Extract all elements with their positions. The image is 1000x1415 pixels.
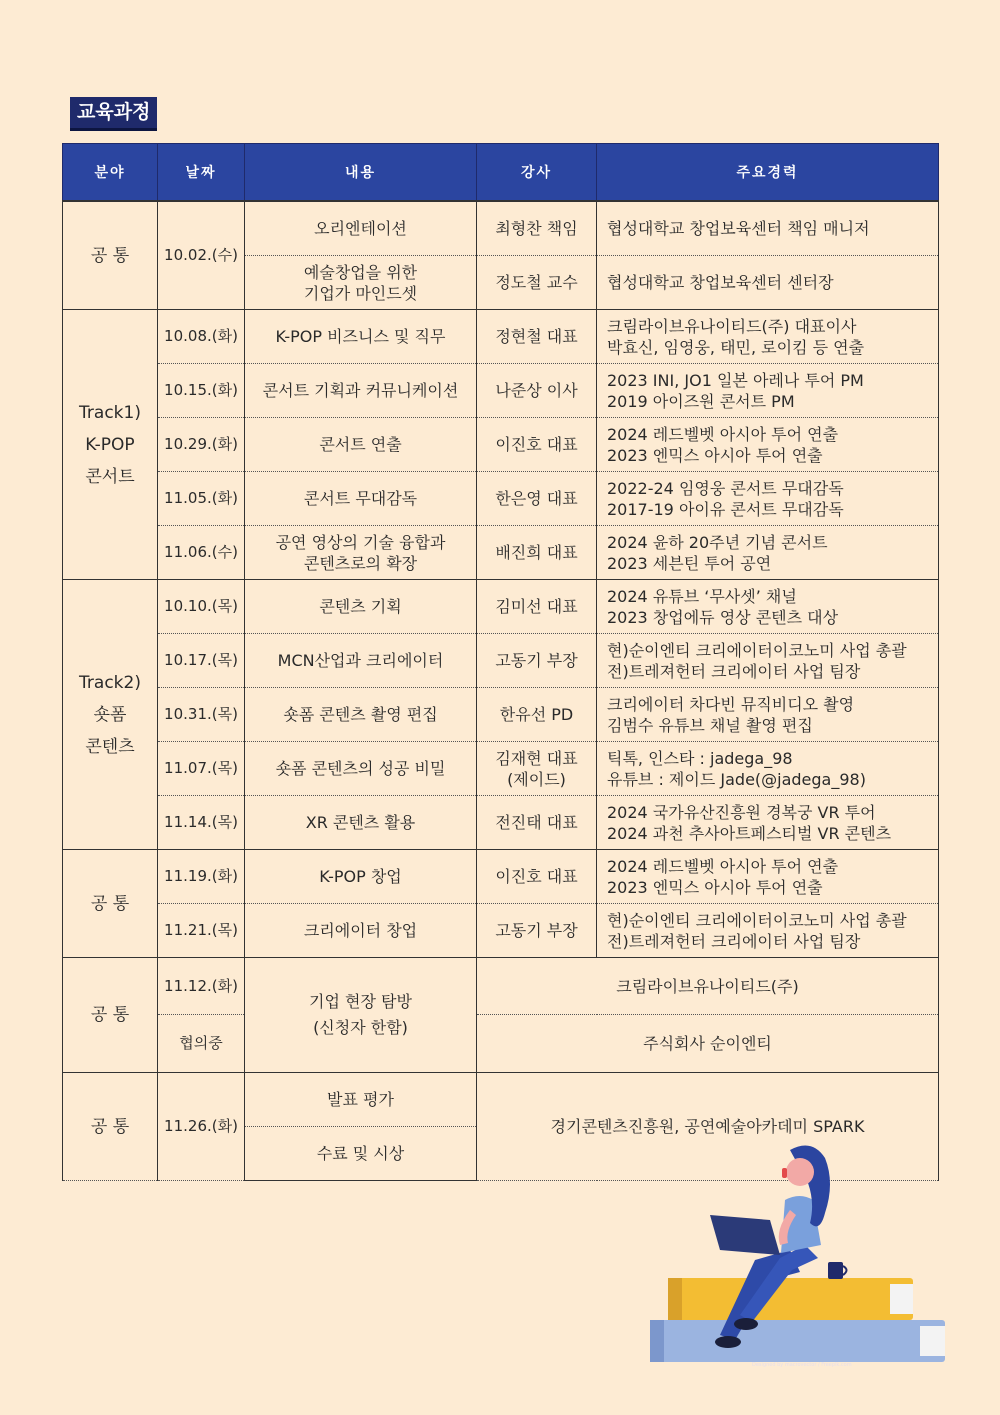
career-cell: 현)순이엔티 크리에이터이코노미 사업 총괄 전)트레져헌터 크리에이터 사업 팀장 [597, 904, 939, 958]
table-row [63, 634, 939, 688]
date-cell: 10.02.(수) [158, 201, 245, 310]
date-cell: 11.06.(수) [158, 526, 245, 580]
career-cell: 현)순이엔티 크리에이터이코노미 사업 총괄 전)트레져헌터 크리에이터 사업 팀장 [597, 634, 939, 688]
content-cell: 숏폼 콘텐츠의 성공 비밀 [245, 742, 477, 796]
career-cell: 2024 국가유산진흥원 경복궁 VR 투어 2024 과천 추사아트페스티벌 VR 콘텐츠 [597, 796, 939, 850]
headphones-icon [782, 1168, 787, 1178]
career-cell: 틱톡, 인스타 : jadega_98 유튜브 : 제이드 Jade(@jadega_98) [597, 742, 939, 796]
career-cell: 2024 유튜브 ‘무사셋’ 채널 2023 창업에듀 영상 콘텐츠 대상 [597, 580, 939, 634]
date-cell: 10.31.(목) [158, 688, 245, 742]
instructor-cell: 정도철 교수 [477, 256, 597, 310]
field-cell: Track1) K-POP 콘서트 [63, 310, 158, 580]
instructor-cell: 나준상 이사 [477, 364, 597, 418]
date-cell: 11.19.(화) [158, 850, 245, 904]
career-cell: 2022-24 임영웅 콘서트 무대감독 2017-19 아이유 콘서트 무대감독 [597, 472, 939, 526]
curriculum-table [62, 143, 939, 1181]
page-title: 교육과정 [70, 97, 157, 131]
content-cell: K-POP 창업 [245, 850, 477, 904]
date-cell: 11.21.(목) [158, 904, 245, 958]
content-cell: 발표 평가 [245, 1073, 477, 1127]
career-cell: 협성대학교 창업보육센터 책임 매니저 [597, 201, 939, 256]
date-cell: 10.08.(화) [158, 310, 245, 364]
date-cell: 11.12.(화) [158, 958, 245, 1015]
table-row [63, 310, 939, 364]
instructor-cell: 이진호 대표 [477, 418, 597, 472]
instructor-cell: 전진태 대표 [477, 796, 597, 850]
table-row [63, 796, 939, 850]
mug-handle [843, 1266, 847, 1275]
content-cell: K-POP 비즈니스 및 직무 [245, 310, 477, 364]
bottom-book [650, 1320, 945, 1362]
student-on-books-illustration [640, 1140, 950, 1380]
bottom-book-spine [650, 1320, 664, 1362]
instructor-cell: 이진호 대표 [477, 850, 597, 904]
table-row [63, 364, 939, 418]
career-cell: 협성대학교 창업보육센터 센터장 [597, 256, 939, 310]
table-row [63, 201, 939, 256]
content-cell: 크리에이터 창업 [245, 904, 477, 958]
table-row [63, 904, 939, 958]
date-cell: 10.15.(화) [158, 364, 245, 418]
header-field: 분야 [63, 144, 158, 202]
shoe [715, 1336, 741, 1348]
date-cell: 10.29.(화) [158, 418, 245, 472]
career-cell: 크리에이터 차다빈 뮤직비디오 촬영 김범수 유튜브 채널 촬영 편집 [597, 688, 939, 742]
table-row [63, 1073, 939, 1127]
field-cell: 공 통 [63, 850, 158, 958]
top-book-pages [890, 1284, 913, 1314]
top-book-spine [668, 1278, 682, 1320]
table-row [63, 1015, 939, 1073]
header-instructor: 강사 [477, 144, 597, 202]
field-cell: Track2) 숏폼 콘텐츠 [63, 580, 158, 850]
table-row [63, 526, 939, 580]
header-content: 내용 [245, 144, 477, 202]
table-row [63, 472, 939, 526]
field-cell: 공 통 [63, 958, 158, 1073]
date-cell: 10.17.(목) [158, 634, 245, 688]
table-row [63, 850, 939, 904]
instructor-cell: 고동기 부장 [477, 904, 597, 958]
shoe-front [734, 1318, 758, 1330]
merged-cell: 주식회사 순이엔티 [477, 1015, 939, 1073]
content-cell: 공연 영상의 기술 융합과 콘텐츠로의 확장 [245, 526, 477, 580]
instructor-cell: 배진희 대표 [477, 526, 597, 580]
mug-icon [828, 1262, 843, 1279]
illustration-credit: Designed by macrovector / Freepik.com [752, 1362, 852, 1368]
date-cell: 11.07.(목) [158, 742, 245, 796]
instructor-cell: 한은영 대표 [477, 472, 597, 526]
date-cell: 11.14.(목) [158, 796, 245, 850]
content-cell: 예술창업을 위한 기업가 마인드셋 [245, 256, 477, 310]
content-cell: 오리엔테이션 [245, 201, 477, 256]
table-row [63, 958, 939, 1015]
instructor-cell: 김재현 대표 (제이드) [477, 742, 597, 796]
table-header-row [63, 144, 939, 202]
table-row [63, 580, 939, 634]
career-cell: 2023 INI, JO1 일본 아레나 투어 PM 2019 아이즈원 콘서트 PM [597, 364, 939, 418]
career-cell: 크림라이브유나이티드(주) 대표이사 박효신, 임영웅, 태민, 로이킴 등 연출 [597, 310, 939, 364]
content-cell: 콘서트 연출 [245, 418, 477, 472]
merged-cell: 경기콘텐츠진흥원, 공연예술아카데미 SPARK [477, 1073, 939, 1181]
top-book [668, 1278, 913, 1320]
laptop-icon [710, 1215, 780, 1255]
table-row [63, 688, 939, 742]
date-cell: 협의중 [158, 1015, 245, 1073]
date-cell: 11.05.(화) [158, 472, 245, 526]
merged-cell: 크림라이브유나이티드(주) [477, 958, 939, 1015]
person-head [786, 1158, 814, 1186]
content-cell: 콘서트 기획과 커뮤니케이션 [245, 364, 477, 418]
header-career: 주요경력 [597, 144, 939, 202]
content-cell: MCN산업과 크리에이터 [245, 634, 477, 688]
content-cell: 수료 및 시상 [245, 1127, 477, 1181]
career-cell: 2024 윤하 20주년 기념 콘서트 2023 세븐틴 투어 공연 [597, 526, 939, 580]
instructor-cell: 고동기 부장 [477, 634, 597, 688]
header-date: 날짜 [158, 144, 245, 202]
career-cell: 2024 레드벨벳 아시아 투어 연출 2023 엔믹스 아시아 투어 연출 [597, 850, 939, 904]
content-cell: XR 콘텐츠 활용 [245, 796, 477, 850]
content-cell: 콘텐츠 기획 [245, 580, 477, 634]
content-cell: 숏폼 콘텐츠 촬영 편집 [245, 688, 477, 742]
table-row [63, 742, 939, 796]
field-cell: 공 통 [63, 201, 158, 310]
date-cell: 10.10.(목) [158, 580, 245, 634]
career-cell: 2024 레드벨벳 아시아 투어 연출 2023 엔믹스 아시아 투어 연출 [597, 418, 939, 472]
table-row [63, 418, 939, 472]
instructor-cell: 김미선 대표 [477, 580, 597, 634]
content-cell: 콘서트 무대감독 [245, 472, 477, 526]
content-cell: 기업 현장 탐방 (신청자 한함) [245, 958, 477, 1073]
instructor-cell: 최형찬 책임 [477, 201, 597, 256]
date-cell: 11.26.(화) [158, 1073, 245, 1181]
instructor-cell: 한유선 PD [477, 688, 597, 742]
field-cell: 공 통 [63, 1073, 158, 1181]
instructor-cell: 정현철 대표 [477, 310, 597, 364]
bottom-book-pages [920, 1326, 945, 1356]
